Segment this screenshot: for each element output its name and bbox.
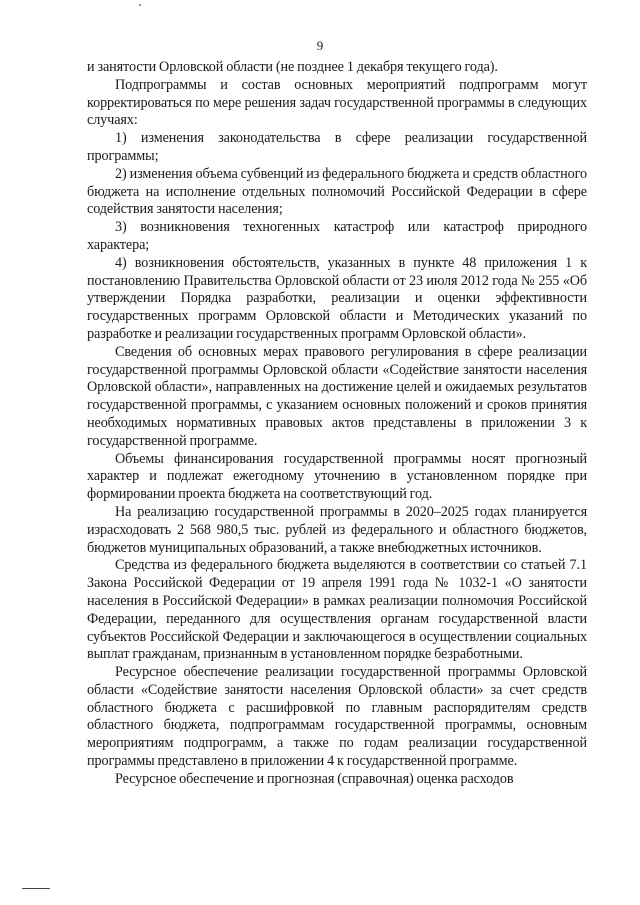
paragraph-financing-volumes: Объемы финансирования государственной программы носят прогнозный характер и подлежат ежегодному уточнению в установленном порядке при формировании проекта бюджета на соответствующий год. (87, 450, 587, 503)
list-item-1: 1) изменения законодательства в сфере реализации государственной программы; (87, 130, 587, 164)
paragraph-continuation: и занятости Орловской области (не позднее 1 декабря текущего года). (87, 59, 498, 75)
list-item-4: 4) возникновения обстоятельств, указанных в пункте 48 приложения 1 к постановлению Правительства Орловской области от 23 июля 2012 года № 255 «Об утверждении Порядка разработки, реализации и оценки эффективности государственных программ Орловской области и Методических указаний по разработке и реализации государственных программ Орловской области». (87, 254, 587, 342)
paragraph-resource-provision: Ресурсное обеспечение реализации государственной программы Орловской области «Содействие занятости населения Орловской области» за счет средств областного бюджета с расшифровкой по главным распорядителям средств областного бюджета, подпрограммам государственной программы, основным мероприятиям подпрограмм, а также по годам реализации государственной программы представлено в приложении 4 к государственной программе. (87, 664, 587, 770)
paragraph-planned-spending: На реализацию государственной программы в 2020–2025 годах планируется израсходовать 2 568 980,5 тыс. рублей из федерального и областного бюджетов, бюджетов муниципальных образований, а также внебюджетных источников. (87, 503, 587, 556)
document-body (87, 59, 587, 789)
paragraph-resource-estimate: Ресурсное обеспечение и прогнозная (справочная) оценка расходов (115, 770, 514, 787)
paragraph-subprograms: Подпрограммы и состав основных мероприятий подпрограмм могут корректироваться по мере решения задач государственной программы в следующих случаях: (87, 76, 587, 129)
list-item-3: 3) возникновения техногенных катастроф или катастроф природного характера; (87, 219, 587, 253)
list-item-2: 2) изменения объема субвенций из федерального бюджета и средств областного бюджета на исполнение отдельных полномочий Российской Федерации в сфере содействия занятости населения; (87, 165, 587, 218)
page-number: 9 (316, 38, 324, 53)
scan-speck (139, 4, 141, 6)
paragraph-legal-measures: Сведения об основных мерах правового регулирования в сфере реализации государственной программы Орловской области «Содействие занятости населения Орловской области», направленных на достижение целей и ожидаемых результатов государственной программы, с указанием основных положений и сроков принятия необходимых нормативных правовых актов представлены в приложении 3 к государственной программе. (87, 343, 587, 449)
scan-margin-mark (22, 888, 50, 890)
paragraph-federal-funds: Средства из федерального бюджета выделяются в соответствии со статьей 7.1 Закона Российской Федерации от 19 апреля 1991 года № 1032-1 «О занятости населения в Российской Федерации» в рамках реализации полномочия Российской Федерации, переданного для осуществления органам государственной власти субъектов Российской Федерации и заключающегося в осуществлении социальных выплат гражданам, признанным в установленном порядке безработными. (87, 557, 587, 663)
